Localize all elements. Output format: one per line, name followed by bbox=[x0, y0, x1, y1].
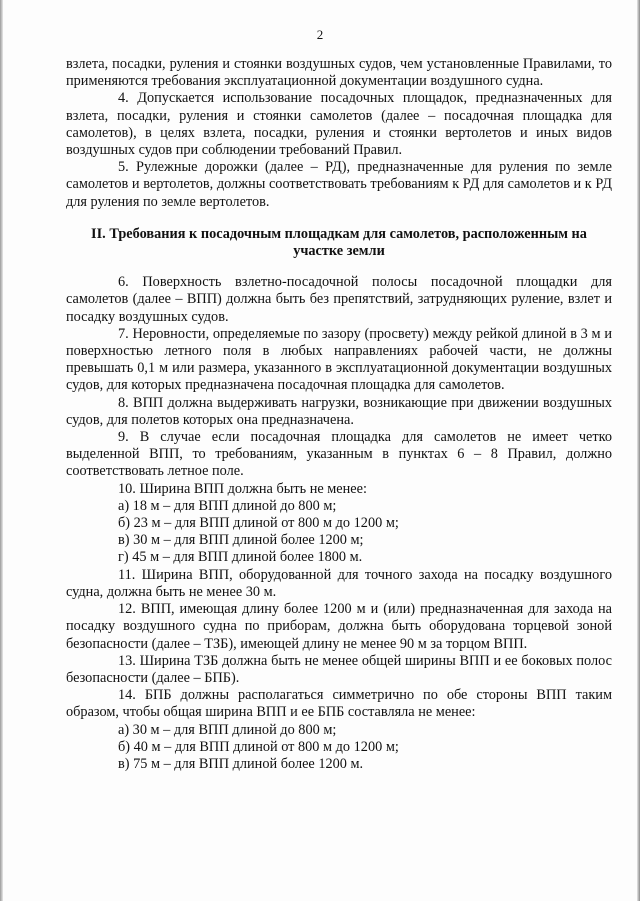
section-heading: II. Требования к посадочным площадкам для самолетов, расположенным на участке земли bbox=[91, 225, 587, 260]
paragraph-10: 10. Ширина ВПП должна быть не менее: bbox=[118, 480, 367, 497]
paragraph-8: 8. ВПП должна выдерживать нагрузки, возникающие при движении воздушных судов, для полетов которых она предназначена. bbox=[66, 394, 612, 428]
paragraph-continuation: взлета, посадки, руления и стоянки воздушных судов, чем установленные Правилами, то применяются требования эксплуатационной документации воздушного судна. bbox=[66, 56, 612, 90]
paragraph-9: 9. В случае если посадочная площадка для самолетов не имеет четко выделенной ВПП, то требованиям, указанным в пунктах 6 – 8 Правил, должно соответствовать летное поле. bbox=[66, 429, 612, 480]
paragraph-4: 4. Допускается использование посадочных площадок, предназначенных для взлета, посадки, руления и стоянки самолетов (далее – посадочная площадка для самолетов), в целях взлета, посадки, руления и стоянки вертолетов и иных видов воздушных судов при соблюдении требований Правил. bbox=[66, 90, 612, 159]
list-item: б) 23 м – для ВПП длиной от 800 м до 1200 м; bbox=[118, 515, 399, 532]
paragraph-5: 5. Рулежные дорожки (далее – РД), предназначенные для руления по земле самолетов и вертолетов, должны соответствовать требованиям к РД для самолетов и к РД для руления по земле вертолетов. bbox=[66, 159, 612, 210]
list-item: в) 30 м – для ВПП длиной более 1200 м; bbox=[118, 532, 364, 549]
paragraph-13: 13. Ширина ТЗБ должна быть не менее общей ширины ВПП и ее боковых полос безопасности (далее – БПБ). bbox=[66, 652, 612, 686]
document-body bbox=[66, 56, 612, 773]
paragraph-7: 7. Неровности, определяемые по зазору (просвету) между рейкой длиной в 3 м и поверхностью летного поля в любых направлениях рабочей части, не должны превышать 0,1 м или размера, указанного в эксплуатационной документации воздушных судов, для которых предназначена посадочная площадка для самолетов. bbox=[66, 325, 612, 394]
paragraph-12: 12. ВПП, имеющая длину более 1200 м и (или) предназначенная для захода на посадку воздушного судна по приборам, должна быть оборудована торцевой зоной безопасности (далее – ТЗБ), имеющей длину не менее 90 м за торцом ВПП. bbox=[66, 601, 612, 652]
list-item: а) 18 м – для ВПП длиной до 800 м; bbox=[118, 497, 337, 514]
list-item: в) 75 м – для ВПП длиной более 1200 м. bbox=[118, 755, 364, 772]
paragraph-6: 6. Поверхность взлетно-посадочной полосы посадочной площадки для самолетов (далее – ВПП) должна быть без препятствий, затрудняющих руление, взлет и посадку воздушных судов. bbox=[66, 274, 612, 325]
list-item: б) 40 м – для ВПП длиной от 800 м до 1200 м; bbox=[118, 738, 399, 755]
paragraph-11: 11. Ширина ВПП, оборудованной для точного захода на посадку воздушного судна, должна быть не менее 30 м. bbox=[66, 566, 612, 600]
paragraph-14: 14. БПБ должны располагаться симметрично по обе стороны ВПП таким образом, чтобы общая ширина ВПП и ее БПБ составляла не менее: bbox=[66, 687, 612, 721]
page-number: 2 bbox=[316, 27, 324, 42]
list-item: а) 30 м – для ВПП длиной до 800 м; bbox=[118, 721, 337, 738]
page-edge-left bbox=[0, 0, 3, 901]
list-item: г) 45 м – для ВПП длиной более 1800 м. bbox=[118, 549, 363, 566]
